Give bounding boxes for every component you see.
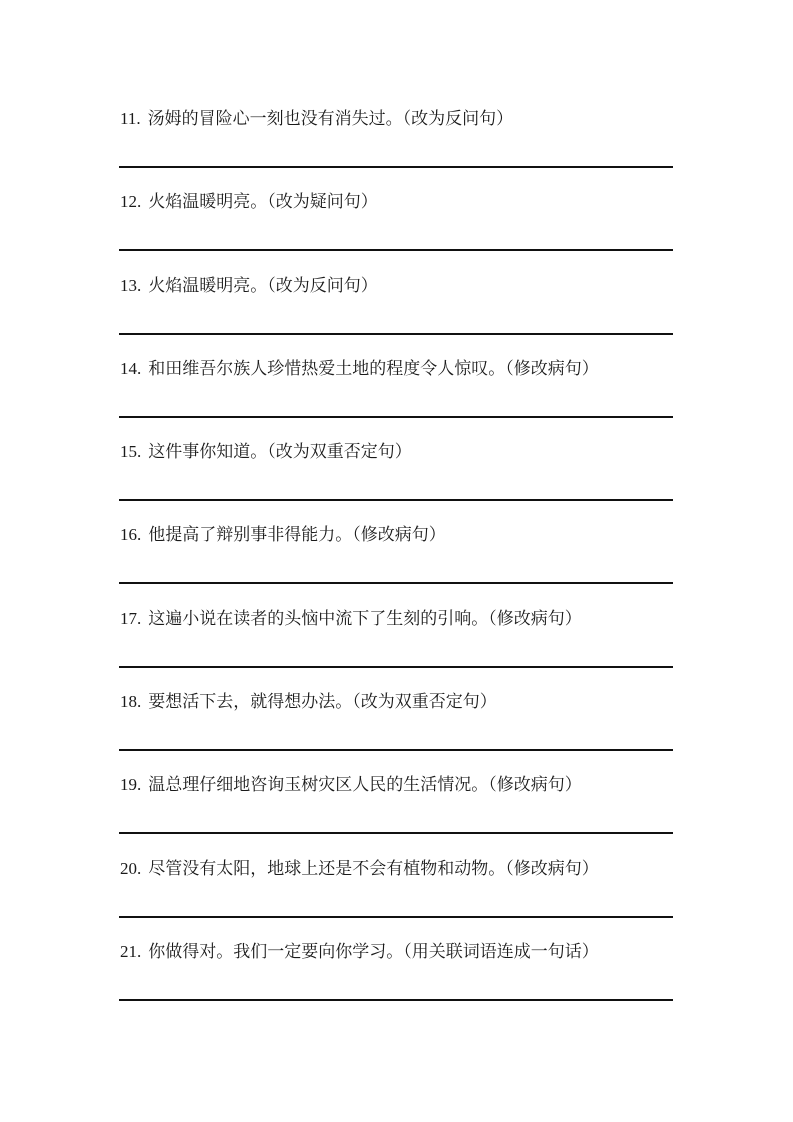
question-number: 15.	[120, 442, 142, 462]
answer-line	[119, 499, 673, 501]
answer-line	[119, 582, 673, 584]
answer-line	[119, 916, 673, 918]
question-number: 21.	[120, 941, 142, 961]
question-sentence: 和田维吾尔族人珍惜热爱土地的程度令人惊叹。（修改病句）	[148, 358, 599, 378]
question-sentence: 你做得对。我们一定要向你学习。（用关联词语连成一句话）	[148, 941, 599, 961]
question-text	[120, 107, 675, 131]
question-text	[120, 440, 675, 464]
answer-line	[119, 416, 673, 418]
question-block	[120, 274, 675, 335]
question-block	[120, 690, 675, 751]
answer-line	[119, 333, 673, 335]
question-block	[120, 607, 675, 668]
question-number: 16.	[120, 525, 142, 545]
answer-line	[119, 749, 673, 751]
question-number: 11.	[120, 109, 141, 128]
question-sentence: 他提高了辩别事非得能力。（修改病句）	[148, 525, 446, 545]
question-text	[120, 857, 675, 881]
question-number: 17.	[120, 608, 142, 628]
question-text	[120, 357, 675, 381]
question-sentence: 要想活下去，就得想办法。（改为双重否定句）	[148, 692, 497, 712]
question-text	[120, 773, 675, 797]
question-block	[120, 773, 675, 834]
question-text	[120, 523, 675, 547]
question-block	[120, 940, 675, 1001]
question-text	[120, 190, 675, 214]
question-block	[120, 107, 675, 168]
question-block	[120, 440, 675, 501]
question-sentence: 这件事你知道。（改为双重否定句）	[148, 442, 412, 462]
question-number: 20.	[120, 858, 142, 878]
question-sentence: 这遍小说在读者的头恼中流下了生刻的引响。（修改病句）	[148, 608, 582, 628]
question-block	[120, 357, 675, 418]
answer-line	[119, 999, 673, 1001]
question-number: 14.	[120, 358, 142, 378]
answer-line	[119, 166, 673, 168]
question-block	[120, 857, 675, 918]
question-text	[120, 690, 675, 714]
question-sentence: 尽管没有太阳，地球上还是不会有植物和动物。（修改病句）	[148, 858, 599, 878]
question-text	[120, 940, 675, 964]
question-number: 12.	[120, 192, 142, 212]
question-number: 19.	[120, 775, 142, 795]
question-text	[120, 274, 675, 298]
question-number: 18.	[120, 692, 142, 712]
answer-line	[119, 666, 673, 668]
answer-line	[119, 249, 673, 251]
question-block	[120, 190, 675, 251]
question-number: 13.	[120, 275, 142, 295]
question-sentence: 火焰温暖明亮。（改为疑问句）	[148, 192, 378, 212]
question-block	[120, 523, 675, 584]
question-text	[120, 607, 675, 631]
question-sentence: 温总理仔细地咨询玉树灾区人民的生活情况。（修改病句）	[148, 775, 582, 795]
answer-line	[119, 832, 673, 834]
question-sentence: 汤姆的冒险心一刻也没有消失过。（改为反问句）	[147, 109, 514, 128]
question-sentence: 火焰温暖明亮。（改为反问句）	[148, 275, 378, 295]
